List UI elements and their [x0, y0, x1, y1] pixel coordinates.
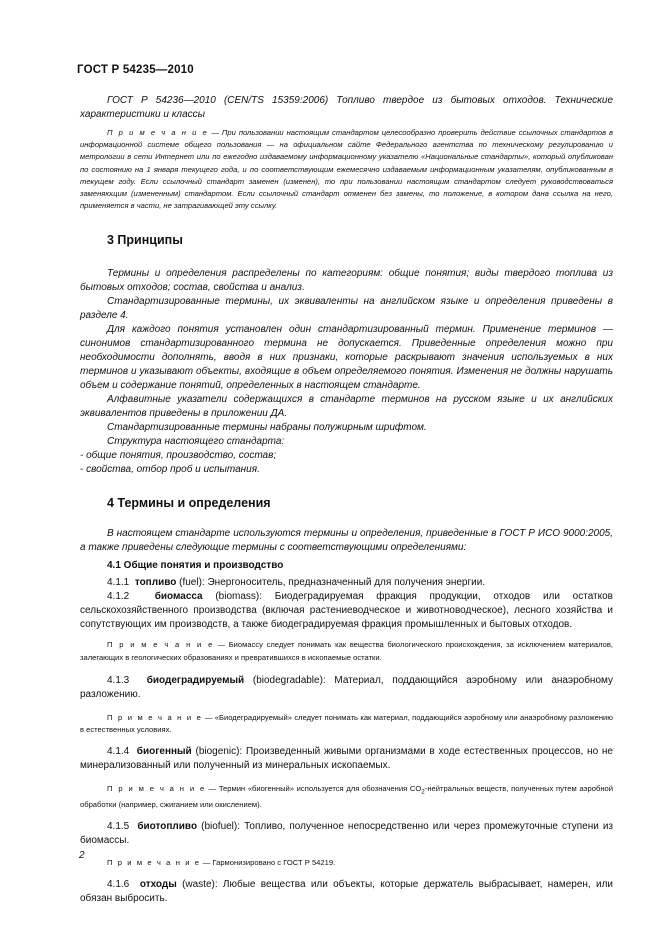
paragraph: Структура настоящего стандарта:: [107, 436, 285, 448]
paragraph: Термины и определения распределены по категориям: общие понятия; виды твердого топлива из бытовых отходов; состав, свойства и анализ.: [80, 268, 613, 294]
list-item: - свойства, отбор проб и испытания.: [80, 464, 260, 476]
paragraph: Для каждого понятия установлен один стандартизированный термин. Применение терминов — синонимов стандартизированного термина не допускается. Приведенные определения можно при необходимости дополнять, вводя в них признаки, которые раскрывают значения используемых в них терминов и указывают объекты, входящие в объем определяемого понятия. Изменения не должны нарушать объем и содержание понятий, определенных в настоящем стандарте.: [80, 324, 613, 392]
term-4-1-6: 4.1.6 отходы (waste): Любые вещества или объекты, которые держатель выбрасывает, намерен, или обязан выбросить.: [80, 879, 613, 905]
paragraph: Алфавитные указатели содержащихся в стандарте терминов на русском языке и их английских эквивалентов приведены в приложении ДА.: [80, 394, 613, 420]
note-4-1-3: П р и м е ч а н и е — «Биодеградируемый» следует понимать как материал, поддающийся аэробному или анаэробному разложению в естественных условиях.: [80, 712, 613, 735]
note-text: — При пользовании настоящим стандартом целесообразно проверить действие ссылочных стандартов в информационной системе общего пользования — на официальном сайте Федерального агентства по техническому регулированию и метрологии в сети Интернет или по ежегодно издаваемому информационному указателю «Национальные стандарты», который опубликован по состоянию на 1 января текущего года, и по соответствующим ежемесячно издаваемым информационным указателям, опубликованным в текущем году. Если ссылочный стандарт заменен (изменен), то при пользовании настоящим стандартом следует руководствоваться заменяющим (измененным) стандартом. Если ссылочный стандарт отменен без замены, то положение, в котором дана ссылка на него, применяется в части, не затрагивающей эту ссылку.: [80, 128, 613, 211]
document-header: ГОСТ Р 54235—2010: [77, 64, 194, 76]
term-4-1-3: 4.1.3 биодеградируемый (biodegradable): Материал, поддающийся аэробному или анаэробному разложению.: [80, 674, 613, 700]
list-item: - общие понятия, производство, состав;: [80, 450, 277, 462]
note-4-1-2: П р и м е ч а н и е — Биомассу следует понимать как вещества биологического происхождения, за исключением материалов, залегающих в геологических образованиях и превратившихся в ископаемые остатки.: [80, 640, 613, 662]
note-4-1-5: П р и м е ч а н и е — Гармонизировано с ГОСТ Р 54219.: [107, 858, 336, 868]
term-4-1-4: 4.1.4 биогенный (biogenic): Произведенный живыми организмами в ходе естественных процессов, но не минерализованный или полученный из минеральных ископаемых.: [80, 746, 613, 772]
term-4-1-2: 4.1.2 биомасса (biomass): Биодеградируемая фракция продукции, отходов или остатков сельскохозяйственного производства (включая растениеводческое и животноводческое), лесного хозяйства и сопутствующих им производств, а также биодеградируемая фракция промышленных и бытовых отходов.: [80, 591, 613, 631]
reference-note: [80, 127, 613, 212]
section-4-intro: В настоящем стандарте используются термины и определения, приведенные в ГОСТ Р ИСО 9000:2005, а также приведены следующие термины с соответствующими определениями:: [80, 528, 613, 554]
paragraph: Стандартизированные термины набраны полужирным шрифтом.: [107, 422, 427, 434]
section-3-title: 3 Принципы: [107, 233, 183, 248]
term-4-1-1: 4.1.1 топливо (fuel): Энергоноситель, предназначенный для получения энергии.: [107, 577, 486, 589]
section-4-title: 4 Термины и определения: [107, 496, 271, 511]
section-3-body: [80, 267, 613, 477]
terms-block: [80, 576, 613, 632]
term-4-1-5: 4.1.5 биотопливо (biofuel): Топливо, полученное непосредственно или через промежуточные ступени из биомассы.: [80, 821, 614, 847]
page-content: [80, 94, 613, 906]
paragraph: Стандартизированные термины, их эквиваленты на английском языке и определения приведены в разделе 4.: [80, 296, 613, 322]
note-label: П р и м е ч а н и е: [107, 128, 209, 137]
note-4-1-4: П р и м е ч а н и е — Термин «биогенный» используется для обозначения $CO_2$-нейтральных веществ, полученных путем аэробной обработки (например, сжиганием или окислением).: [80, 784, 613, 809]
normative-reference: ГОСТ Р 54236—2010 (CEN/TS 15359:2006) Топливо твердое из бытовых отходов. Технические характеристики и классы: [80, 95, 613, 120]
subsection-4-1-title: 4.1 Общие понятия и производство: [107, 560, 284, 572]
page-number: 2: [79, 850, 85, 861]
